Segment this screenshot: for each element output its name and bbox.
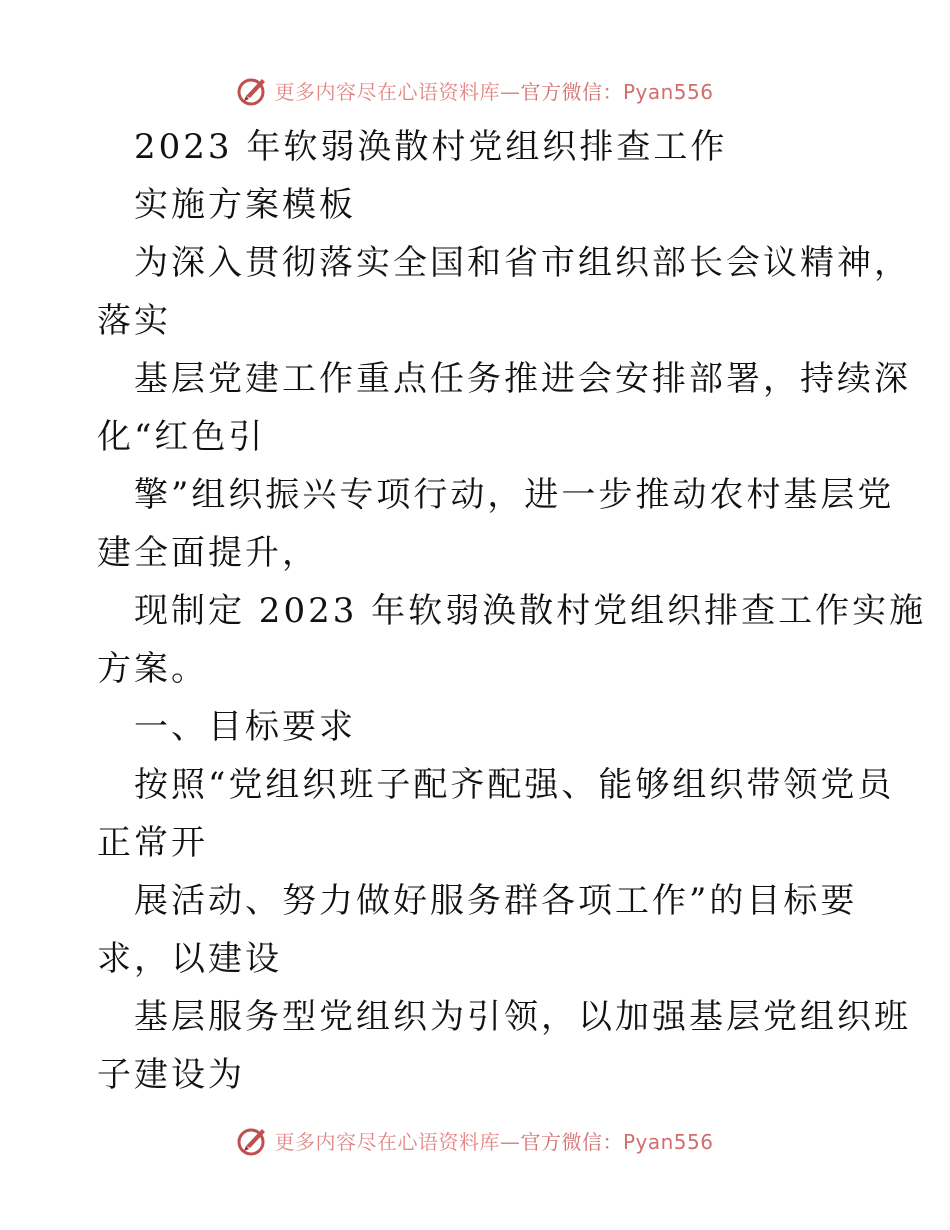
document-title-line-2: 实施方案模板: [134, 185, 356, 225]
paragraph-line: 子建设为: [97, 1055, 245, 1095]
paragraph-line: 化“红色引: [97, 417, 266, 457]
paragraph-line: 现制定 2023 年软弱涣散村党组织排查工作实施: [134, 591, 927, 631]
watermark-separator: —: [499, 79, 521, 104]
paragraph-line: 正常开: [97, 823, 208, 863]
paragraph-line: 基层党建工作重点任务推进会安排部署，持续深: [134, 359, 911, 399]
paragraph-line: 求，以建设: [97, 939, 282, 979]
paragraph-line: 为深入贯彻落实全国和省市组织部长会议精神，: [134, 243, 911, 283]
paragraph-line: 按照“党组织班子配齐配强、能够组织带领党员: [134, 765, 895, 805]
document-title-line-1: 2023 年软弱涣散村党组织排查工作: [134, 127, 728, 167]
quill-pen-icon: [236, 1123, 270, 1157]
paragraph-line: 基层服务型党组织为引领，以加强基层党组织班: [134, 997, 911, 1037]
watermark-text: [274, 1126, 713, 1155]
paragraph-line: 擎”组织振兴专项行动，进一步推动农村基层党: [134, 475, 895, 515]
watermark-separator: —: [499, 1129, 521, 1154]
paragraph-line: 展活动、努力做好服务群各项工作”的目标要: [134, 881, 858, 921]
watermark-contact: 官方微信：Pyan556: [520, 79, 714, 104]
paragraph-line: 建全面提升，: [97, 533, 319, 573]
section-heading: 一、目标要求: [134, 707, 356, 747]
paragraph-line: 落实: [97, 301, 171, 341]
watermark-banner-bottom: [0, 1122, 950, 1158]
watermark-contact: 官方微信：Pyan556: [520, 1129, 714, 1154]
paragraph-line: 方案。: [97, 649, 208, 689]
watermark-title: 更多内容尽在心语资料库: [274, 1129, 500, 1154]
watermark-title: 更多内容尽在心语资料库: [274, 79, 500, 104]
